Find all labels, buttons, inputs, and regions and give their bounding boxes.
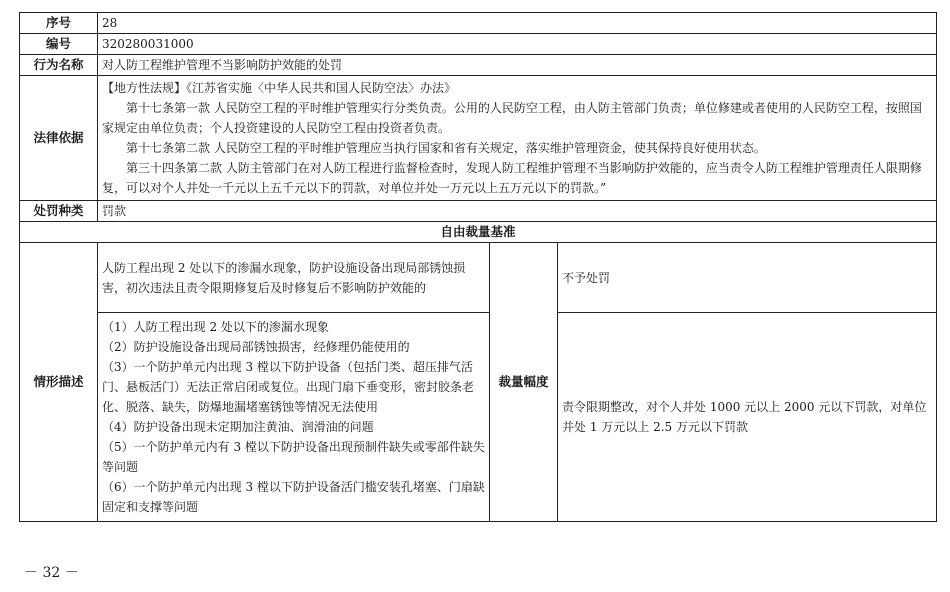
row-penalty-type — [20, 201, 937, 222]
situation-2-text — [98, 313, 490, 522]
name-value: 对人防工程维护管理不当影响防护效能的处罚 — [98, 55, 937, 76]
penalty-type-label: 处罚种类 — [20, 201, 98, 222]
situation-2-item-6: （6）一个防护单元内出现 3 樘以下防护设备活门槛安装孔堵塞、门扇缺固定和支撑等问题 — [102, 480, 485, 514]
document-table-wrapper — [19, 12, 936, 522]
penalty-table — [19, 12, 937, 522]
code-label: 编号 — [20, 34, 98, 55]
row-situation-1 — [20, 243, 937, 313]
situation-2-item-2: （2）防护设施设备出现局部锈蚀损害，经修理仍能使用的 — [102, 340, 410, 354]
range-2-value: 责令限期整改，对个人并处 1000 元以上 2000 元以下罚款，对单位并处 1 万元以上 2.5 万元以下罚款 — [558, 313, 937, 522]
name-label: 行为名称 — [20, 55, 98, 76]
basis-label: 法律依据 — [20, 76, 98, 201]
page-number: － 32 － — [24, 565, 79, 581]
range-label: 裁量幅度 — [490, 243, 558, 522]
discretion-header: 自由裁量基准 — [20, 222, 937, 243]
situation-2-item-1: （1）人防工程出现 2 处以下的渗漏水现象 — [102, 320, 329, 334]
penalty-type-value: 罚款 — [98, 201, 937, 222]
seq-label: 序号 — [20, 13, 98, 34]
row-situation-2 — [20, 313, 937, 522]
situation-label: 情形描述 — [20, 243, 98, 522]
basis-article-1: 第十七条第一款 人民防空工程的平时维护管理实行分类负责。公用的人民防空工程，由人防主管部门负责；单位修建或者使用的人民防空工程，按照国家规定由单位负责；个人投资建设的人民防空工程由投资者负责。 — [102, 101, 922, 135]
row-name — [20, 55, 937, 76]
range-1-value: 不予处罚 — [558, 243, 937, 313]
situation-2-item-5: （5）一个防护单元内有 3 樘以下防护设备出现预制件缺失或零部件缺失等问题 — [102, 440, 485, 474]
situation-2-item-3: （3）一个防护单元内出现 3 樘以下防护设备（包括门类、超压排气活门、悬板活门）无法正常启闭或复位。出现门扇下垂变形，密封胶条老化、脱落、缺失，防爆地漏堵塞锈蚀等情况无法使用 — [102, 360, 475, 414]
seq-value: 28 — [98, 13, 937, 34]
row-seq — [20, 13, 937, 34]
situation-2-item-4: （4）防护设备出现未定期加注黄油、润滑油的问题 — [102, 420, 374, 434]
basis-source: 【地方性法规】《江苏省实施〈中华人民共和国人民防空法〉办法》 — [102, 81, 457, 95]
basis-content — [98, 76, 937, 201]
situation-1-text — [98, 243, 490, 313]
code-value: 320280031000 — [98, 34, 937, 55]
basis-article-3: 第三十四条第二款 人防主管部门在对人防工程进行监督检查时，发现人防工程维护管理不当影响防护效能的，应当责令人防工程维护管理责任人限期修复，可以对个人并处一千元以上五千元以下的罚款，对单位并处一万元以上五万元以下的罚款。” — [102, 161, 922, 195]
row-code — [20, 34, 937, 55]
situation-1-line: 人防工程出现 2 处以下的渗漏水现象，防护设施设备出现局部锈蚀损害，初次违法且责令限期修复后及时修复后不影响防护效能的 — [102, 260, 466, 295]
row-discretion-header — [20, 222, 937, 243]
basis-article-2: 第十七条第二款 人民防空工程的平时维护管理应当执行国家和省有关规定，落实维护管理资金，使其保持良好使用状态。 — [126, 141, 766, 155]
row-basis — [20, 76, 937, 201]
